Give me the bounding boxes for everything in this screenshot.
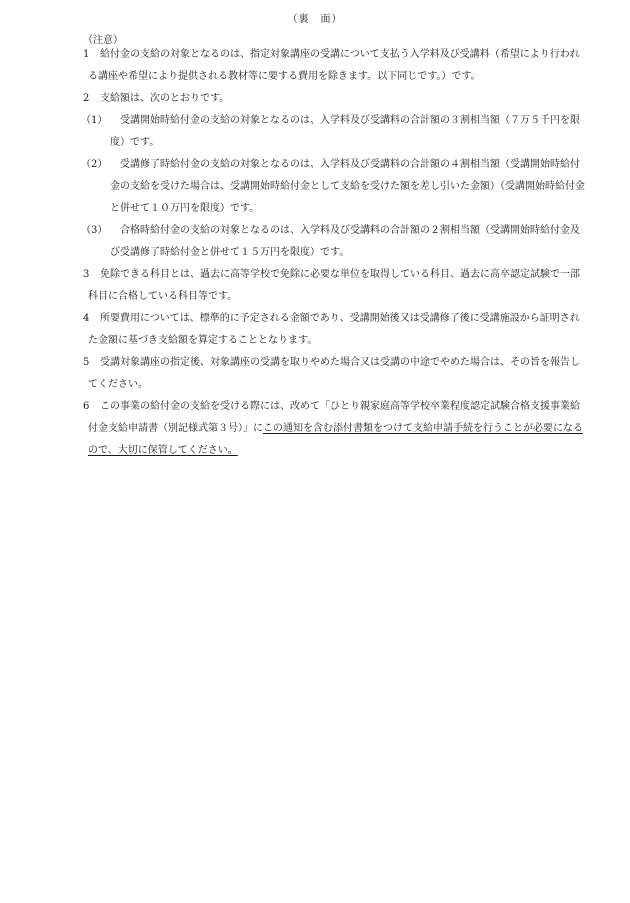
note-line: この事業の給付金の支給を受ける際には、改めて「ひとり親家庭高等学校卒業程度認定試験合格支援事業給 [100, 401, 580, 412]
note-subitem-3 [81, 220, 580, 264]
note-line: 受講開始時給付金の支給の対象となるのは、入学料及び受講料の合計額の３割相当額（７万５千円を限 [120, 115, 580, 126]
note-line: 給付金の支給の対象となるのは、指定対象講座の受講について支払う入学料及び受講料（希望により行われ [100, 49, 580, 60]
note-item-3 [83, 264, 580, 308]
note-line: 免除できる科目とは、過去に高等学校で免除に必要な単位を取得している科目、過去に高卒認定試験で一部 [100, 269, 580, 280]
note-number: 6 [83, 401, 90, 412]
note-line: た金額に基づき支給額を算定することとなります。 [88, 335, 318, 346]
note-number: 5 [83, 357, 90, 368]
note-number: （2） [81, 159, 108, 170]
note-number: 3 [83, 269, 90, 280]
note-line: 受講修了時給付金の支給の対象となるのは、入学料及び受講料の合計額の４割相当額（受講開始時給付 [120, 159, 580, 170]
note-line: 受講対象講座の指定後、対象講座の受講を取りやめた場合又は受講の中途でやめた場合は、その旨を報告し [100, 357, 580, 368]
note-number: 4 [83, 313, 90, 324]
note-item-1 [83, 44, 580, 88]
note-line: 合格時給付金の支給の対象となるのは、入学料及び受講料の合計額の２割相当額（受講開始時給付金及 [120, 225, 580, 236]
note-number: 1 [83, 49, 90, 60]
notes-heading: （注意） [83, 35, 123, 46]
note-number: （1） [81, 115, 108, 126]
underlined-instruction-end: ので、大切に保管してください。 [88, 445, 238, 456]
note-line: てください。 [88, 379, 148, 390]
page-title: （裏 面） [287, 14, 343, 25]
note-line: 度）です。 [110, 137, 160, 148]
note-subitem-1 [81, 110, 580, 154]
note-item-2 [83, 88, 230, 110]
note-number: 2 [83, 93, 90, 104]
note-line: 支給額は、次のとおりです。 [100, 93, 230, 104]
note-line: 金の支給を受けた場合は、受講開始時給付金として支給を受けた額を差し引いた金額）（受講開始時給付金 [110, 181, 585, 192]
note-line: 科目に合格している科目等です。 [88, 291, 238, 302]
note-number: （3） [81, 225, 108, 236]
note-line-mixed [88, 418, 583, 440]
note-item-6 [83, 396, 583, 462]
note-subitem-2 [81, 154, 585, 220]
underlined-instruction: この通知を含む添付書類をつけて支給申請手続を行うことが必要になる [263, 423, 583, 434]
note-line: と併せて１０万円を限度）です。 [110, 203, 260, 214]
note-line: 所要費用については、標準的に予定される金額であり、受講開始後又は受講修了後に受講施設から証明され [100, 313, 580, 324]
note-line: び受講修了時給付金と併せて１５万円を限度）です。 [110, 247, 350, 258]
note-item-5 [83, 352, 580, 396]
note-item-4 [83, 308, 580, 352]
note-line: る講座や希望により提供される教材等に要する費用を除きます。以下同じです。）です。 [88, 71, 481, 82]
note-text: 付金支給申請書（別記様式第３号）」に [88, 423, 263, 434]
